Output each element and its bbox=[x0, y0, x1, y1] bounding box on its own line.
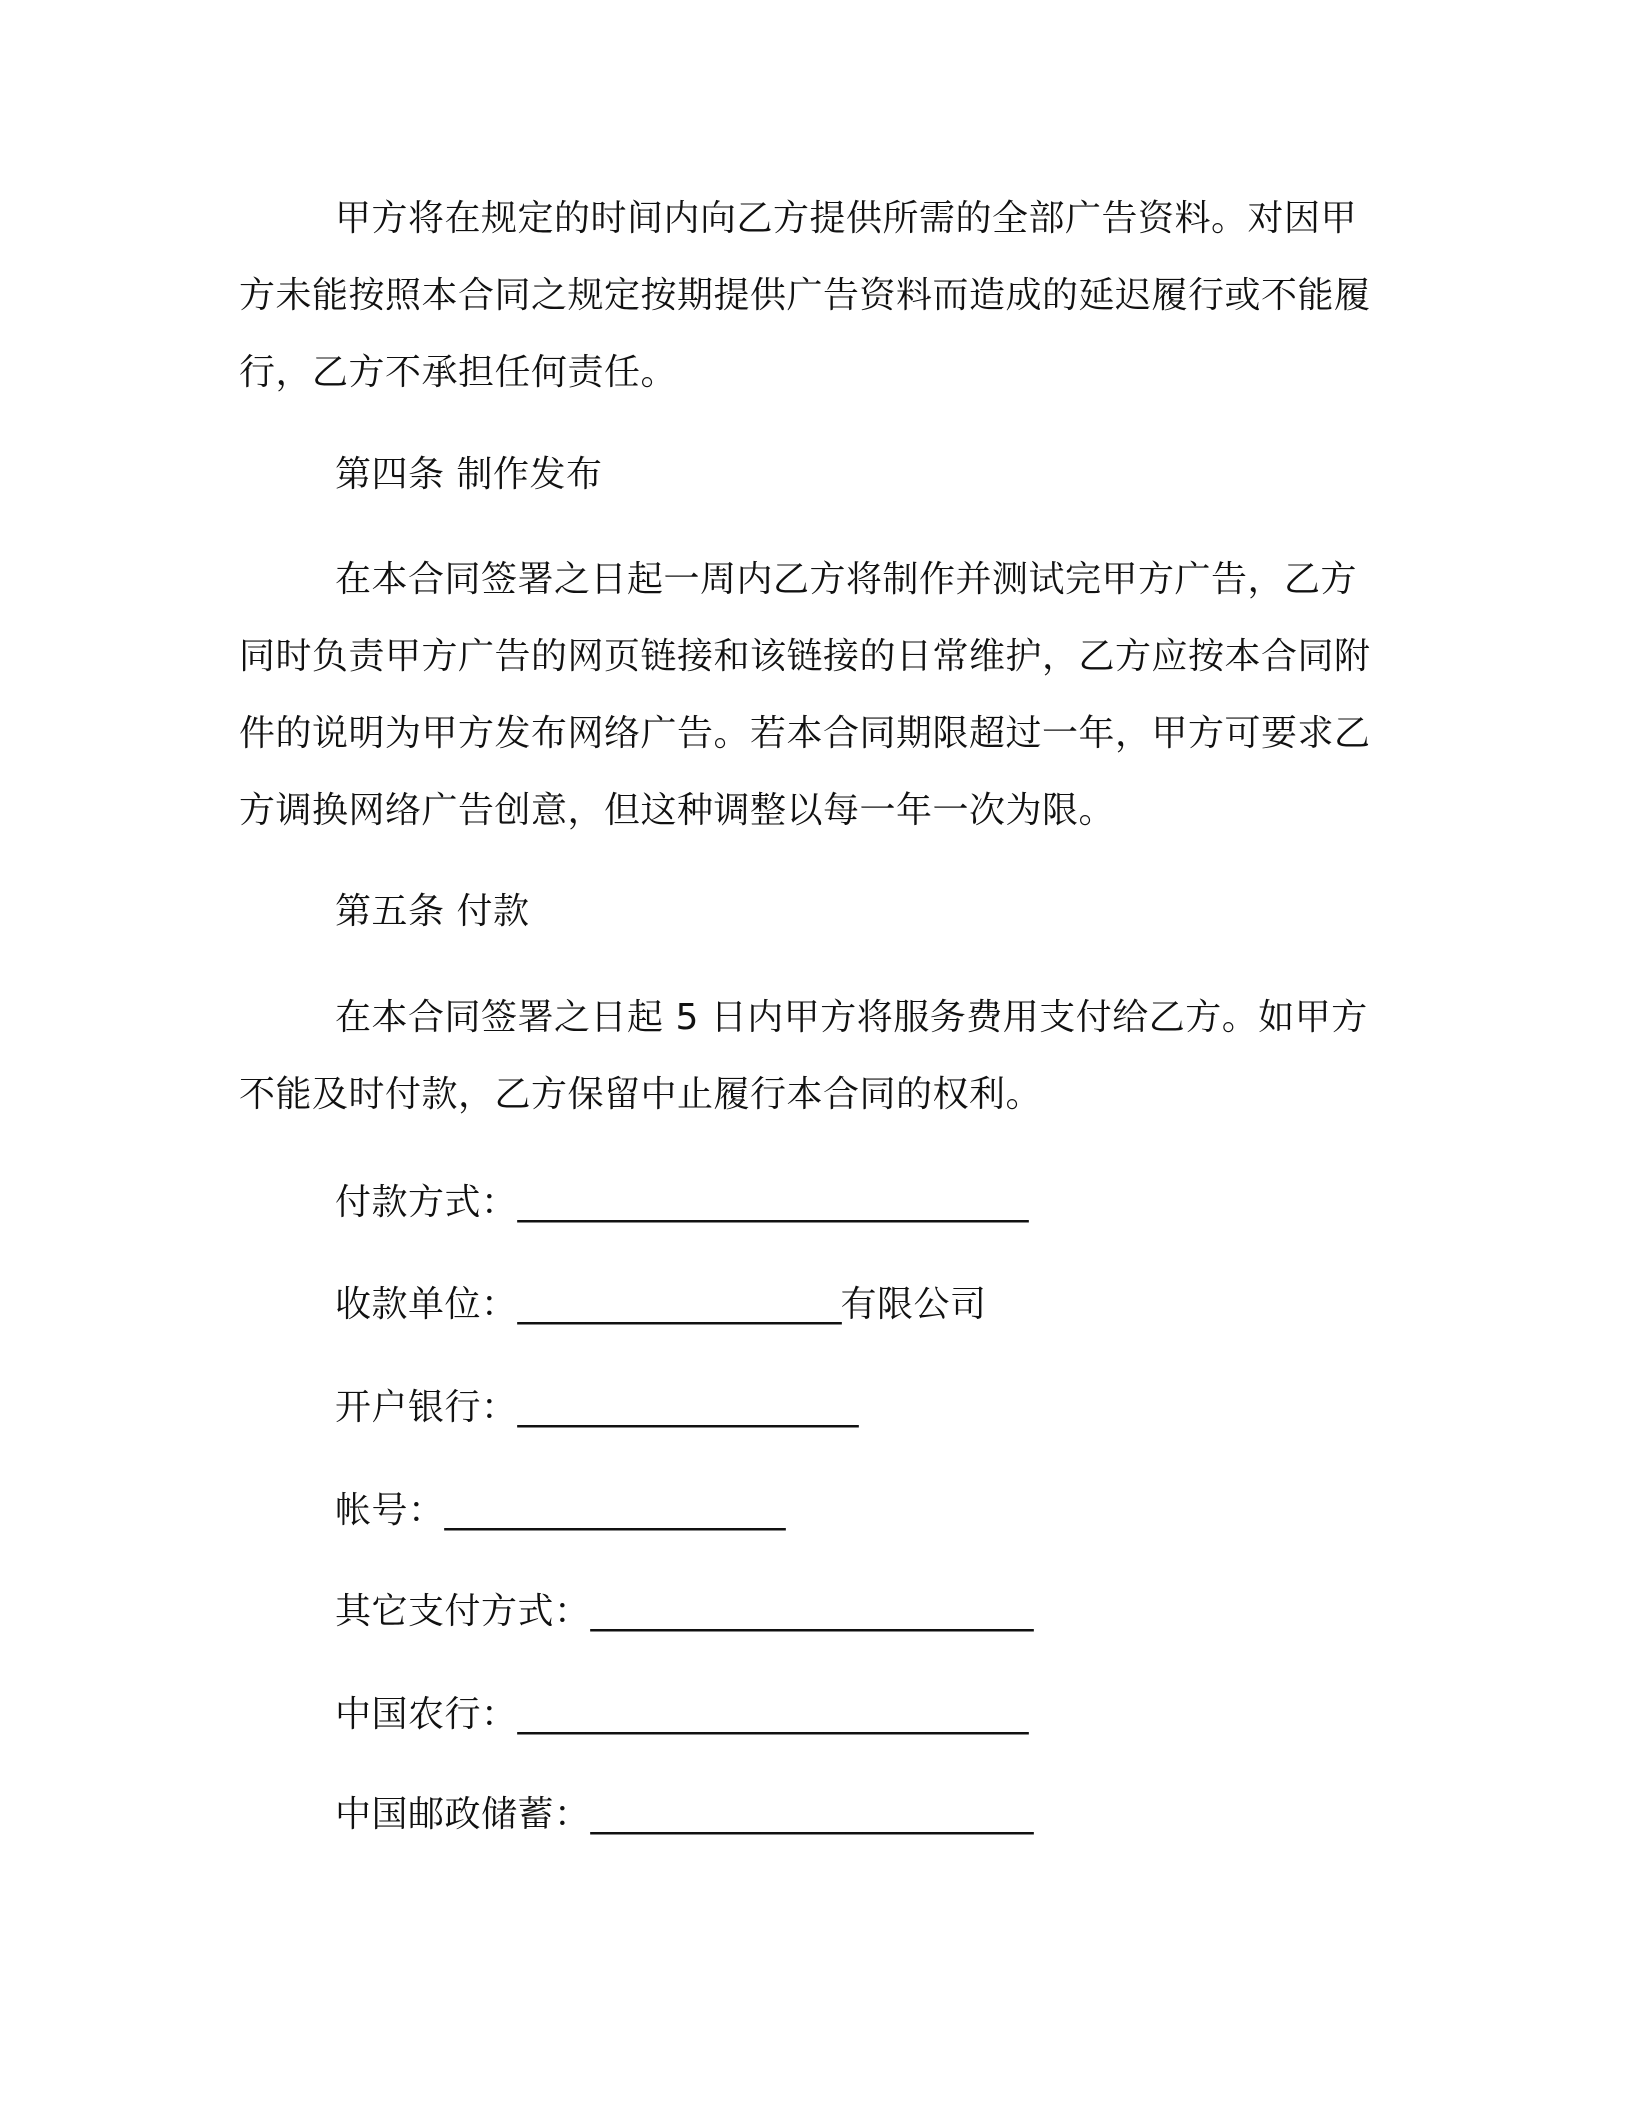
postal-savings-label: 中国邮政储蓄： bbox=[335, 1794, 591, 1835]
payee-blank: ___________________ bbox=[517, 1284, 841, 1325]
bank-blank: ____________________ bbox=[517, 1387, 858, 1428]
paragraph-advertising-materials: 甲方将在规定的时间内向乙方提供所需的全部广告资料。对因甲方未能按照本合同之规定按期提供广告资料而造成的延迟履行或不能履行，乙方不承担任何责任。 bbox=[239, 198, 1371, 393]
payment-method-label: 付款方式： bbox=[335, 1182, 518, 1223]
other-payment-field bbox=[335, 1587, 1033, 1637]
abc-bank-blank: ______________________________ bbox=[517, 1694, 1028, 1735]
other-payment-blank: __________________________ bbox=[590, 1591, 1033, 1632]
payment-method-field bbox=[335, 1178, 1028, 1228]
other-payment-label: 其它支付方式： bbox=[335, 1591, 591, 1632]
payee-suffix: 有限公司 bbox=[840, 1284, 987, 1325]
abc-bank-field bbox=[335, 1690, 1028, 1740]
account-field bbox=[335, 1486, 785, 1536]
account-blank: ____________________ bbox=[444, 1490, 785, 1531]
postal-savings-blank: __________________________ bbox=[590, 1794, 1033, 1835]
postal-savings-field bbox=[335, 1790, 1033, 1840]
payee-field bbox=[335, 1280, 987, 1330]
payment-method-blank: ______________________________ bbox=[517, 1182, 1028, 1223]
article-5-heading: 第五条 付款 bbox=[335, 891, 530, 932]
account-label: 帐号： bbox=[335, 1490, 445, 1531]
paragraph-payment: 在本合同签署之日起 5 日内甲方将服务费用支付给乙方。如甲方不能及时付款，乙方保留中止履行本合同的权利。 bbox=[239, 997, 1368, 1115]
paragraph-production-publishing: 在本合同签署之日起一周内乙方将制作并测试完甲方广告，乙方同时负责甲方广告的网页链接和该链接的日常维护，乙方应按本合同附件的说明为甲方发布网络广告。若本合同期限超过一年，甲方可要求乙方调换网络广告创意，但这种调整以每一年一次为限。 bbox=[239, 559, 1371, 831]
abc-bank-label: 中国农行： bbox=[335, 1694, 518, 1735]
bank-label: 开户银行： bbox=[335, 1387, 518, 1428]
bank-field bbox=[335, 1383, 858, 1433]
payee-label: 收款单位： bbox=[335, 1284, 518, 1325]
article-4-heading: 第四条 制作发布 bbox=[335, 454, 603, 495]
